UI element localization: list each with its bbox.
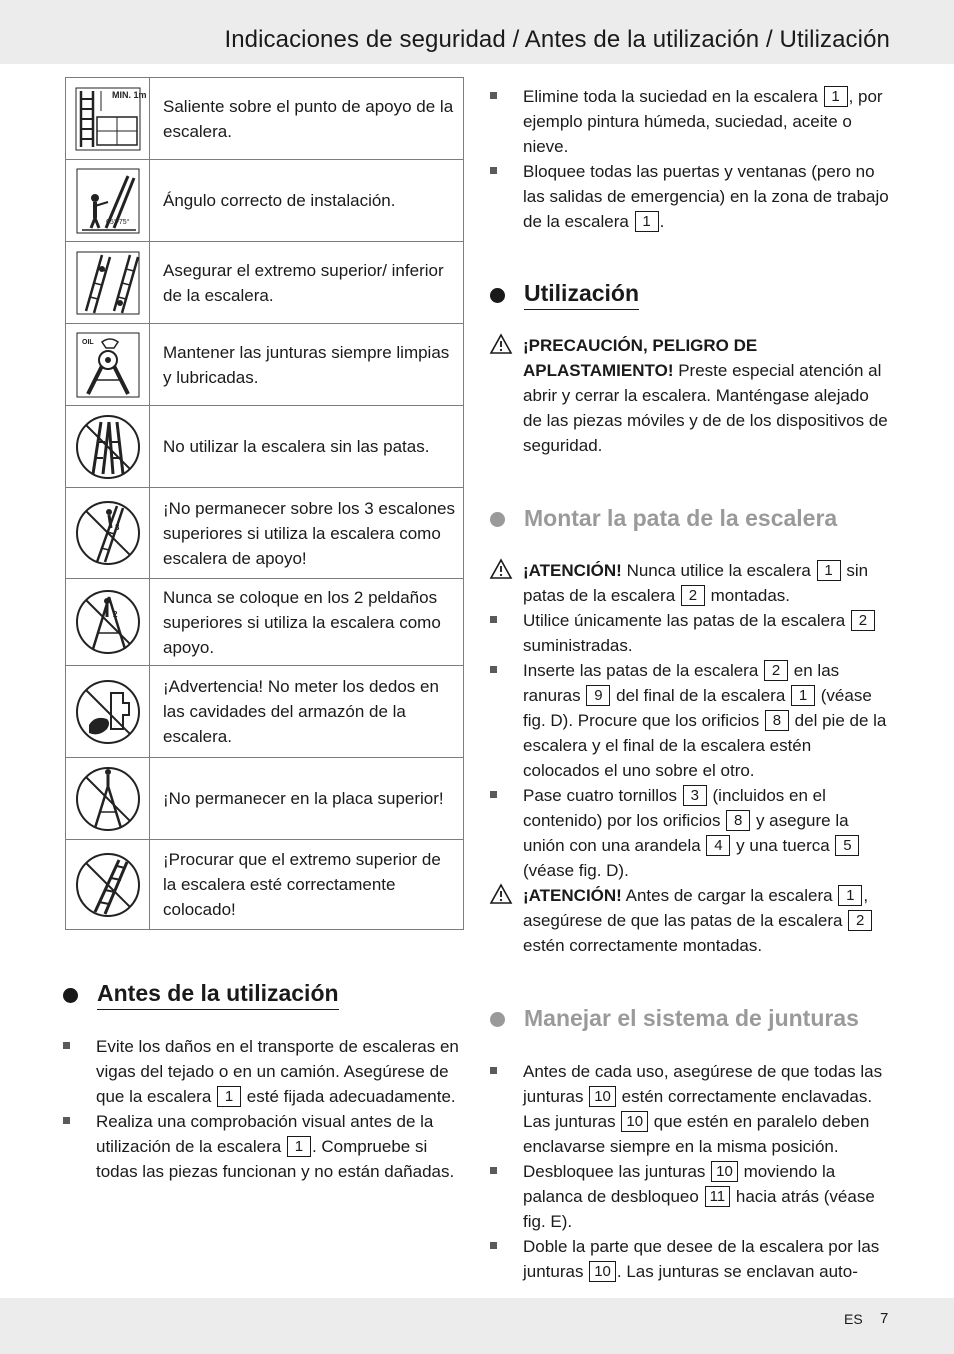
ref-number: 9 <box>586 685 610 706</box>
no-top-3-steps-icon <box>66 488 150 578</box>
section-title: Antes de la utilización <box>97 980 339 1010</box>
warning-triangle-icon <box>490 884 512 904</box>
section-title: Montar la pata de la escalera <box>524 505 838 531</box>
ref-number: 2 <box>848 910 872 931</box>
ref-number: 10 <box>711 1161 738 1182</box>
ref-number: 1 <box>817 560 841 581</box>
ref-number: 1 <box>635 211 659 232</box>
safety-row <box>66 579 463 666</box>
square-bullet-icon <box>490 666 497 673</box>
svg-text:3: 3 <box>114 523 119 532</box>
ref-number: 2 <box>851 610 875 631</box>
list-item: Evite los daños en el transporte de escaleras en vigas del tejado o en un camión. Asegúrese de que la escalera 1 esté fijada adecuadamente. <box>63 1034 463 1109</box>
bullet-dot-icon <box>490 288 505 303</box>
safety-row <box>66 78 463 160</box>
safety-table <box>65 77 464 930</box>
section-title: Manejar el sistema de junturas <box>524 1005 859 1031</box>
bullet-dot-icon <box>63 988 78 1003</box>
right-top-list <box>490 84 890 234</box>
safety-row <box>66 160 463 242</box>
utilizacion-warning <box>490 333 890 458</box>
ref-number: 1 <box>791 685 815 706</box>
top-end-placement-icon <box>66 840 150 929</box>
safety-text: Nunca se coloque en los 2 peldaños superiores si utiliza la escalera como apoyo. <box>163 587 441 657</box>
ref-number: 11 <box>705 1186 731 1207</box>
list-item: Desbloquee las junturas 10 moviendo la palanca de desbloqueo 11 hacia atrás (véase fig. E). <box>490 1159 890 1234</box>
ref-number: 8 <box>726 810 750 831</box>
ref-number: 4 <box>706 835 730 856</box>
ref-number: 8 <box>765 710 789 731</box>
section-heading-before-use <box>63 980 339 1010</box>
ref-number: 10 <box>589 1261 616 1282</box>
list-item: Pase cuatro tornillos 3 (incluidos en el contenido) por los orificios 8 y asegure la unión con una arandela 4 y una tuerca 5 (véase fig. D). <box>490 783 890 883</box>
section-heading-montar <box>490 505 837 534</box>
ref-number: 1 <box>824 86 848 107</box>
square-bullet-icon <box>490 167 497 174</box>
safety-text: ¡No permanecer sobre los 3 escalones superiores si utiliza la escalera como escalera de apoyo! <box>163 498 455 568</box>
safety-text: ¡No permanecer en la placa superior! <box>163 789 444 808</box>
ref-number: 1 <box>838 885 862 906</box>
montar-list <box>490 558 890 958</box>
no-fingers-in-frame-icon <box>66 666 150 757</box>
square-bullet-icon <box>63 1117 70 1124</box>
junturas-list <box>490 1059 890 1284</box>
ref-number: 2 <box>764 660 788 681</box>
safety-text: Saliente sobre el punto de apoyo de la escalera. <box>163 96 454 141</box>
list-item: Bloquee todas las puertas y ventanas (pero no las salidas de emergencia) en la zona de trabajo de la escalera 1 . <box>490 159 890 234</box>
safety-text: ¡Advertencia! No meter los dedos en las cavidades del armazón de la escalera. <box>163 677 439 746</box>
safety-text: ¡Procurar que el extremo superior de la escalera esté correctamente colocado! <box>163 850 441 919</box>
page-title: Indicaciones de seguridad / Antes de la utilización / Utilización <box>224 26 890 53</box>
square-bullet-icon <box>63 1042 70 1049</box>
section-heading-junturas <box>490 1005 859 1034</box>
svg-text:OIL: OIL <box>81 338 94 346</box>
safety-text: Asegurar el extremo superior/ inferior de la escalera. <box>163 260 444 305</box>
square-bullet-icon <box>490 791 497 798</box>
safety-row <box>66 324 463 406</box>
lubricate-joints-icon <box>66 324 150 405</box>
warning-block: ¡ATENCIÓN! Nunca utilice la escalera 1 sin patas de la escalera 2 montadas. <box>490 558 890 608</box>
no-top-2-steps-icon <box>66 579 150 665</box>
svg-text:65°-75°: 65°-75° <box>105 218 130 226</box>
ref-number: 10 <box>621 1111 648 1132</box>
list-item: Utilice únicamente las patas de la escalera 2 suministradas. <box>490 608 890 658</box>
angle-installation-icon <box>66 160 150 241</box>
bullet-dot-icon <box>490 1012 505 1027</box>
safety-text: Ángulo correcto de instalación. <box>163 191 396 210</box>
list-item: Doble la parte que desee de la escalera por las junturas 10 . Las junturas se enclavan auto- <box>490 1234 890 1284</box>
warning-triangle-icon <box>490 334 512 354</box>
safety-text: No utilizar la escalera sin las patas. <box>163 437 430 456</box>
bullet-dot-icon <box>490 512 505 527</box>
safety-row <box>66 840 463 929</box>
ref-number: 3 <box>683 785 707 806</box>
list-item: Inserte las patas de la escalera 2 en las ranuras 9 del final de la escalera 1 (véase fig. D). Procure que los orificios 8 del pie de la escalera y el final de la escalera estén colocados el uno sobre el otro. <box>490 658 890 783</box>
page-number: 7 <box>880 1310 889 1327</box>
square-bullet-icon <box>490 1167 497 1174</box>
language-code: ES <box>844 1311 863 1327</box>
svg-text:2: 2 <box>112 610 117 619</box>
safety-row <box>66 406 463 488</box>
svg-text:MIN. 1m: MIN. 1m <box>111 89 147 100</box>
safety-row <box>66 488 463 579</box>
warning-triangle-icon <box>490 559 512 579</box>
ref-number: 1 <box>217 1086 241 1107</box>
square-bullet-icon <box>490 616 497 623</box>
list-item: Realiza una comprobación visual antes de la utilización de la escalera 1 . Compruebe si todas las piezas funcionan y no están dañadas. <box>63 1109 463 1184</box>
list-item: Antes de cada uso, asegúrese de que todas las junturas 10 estén correctamente enclavadas. Las junturas 10 que estén en paralelo deben enclavarse siempre en la misma posición. <box>490 1059 890 1159</box>
min-1m-ladder-icon <box>66 78 150 159</box>
no-standing-top-plate-icon <box>66 758 150 839</box>
list-item: Elimine toda la suciedad en la escalera 1 , por ejemplo pintura húmeda, suciedad, aceite o nieve. <box>490 84 890 159</box>
secure-ladder-ends-icon <box>66 242 150 323</box>
safety-row <box>66 242 463 324</box>
ref-number: 5 <box>835 835 859 856</box>
square-bullet-icon <box>490 92 497 99</box>
page-footer <box>0 1298 954 1354</box>
square-bullet-icon <box>490 1242 497 1249</box>
safety-row <box>66 758 463 840</box>
ref-number: 1 <box>287 1136 311 1157</box>
no-ladder-without-feet-icon <box>66 406 150 487</box>
square-bullet-icon <box>490 1067 497 1074</box>
warning-block: ¡ATENCIÓN! Antes de cargar la escalera 1 , asegúrese de que las patas de la escalera 2 estén correctamente montadas. <box>490 883 890 958</box>
page-header <box>0 0 954 64</box>
warning-block: ¡PRECAUCIÓN, PELIGRO DE APLASTAMIENTO! Preste especial atención al abrir y cerrar la escalera. Manténgase alejado de las piezas móviles y de de los dispositivos de seguridad. <box>490 333 890 458</box>
before-use-list <box>63 1034 463 1184</box>
safety-text: Mantener las junturas siempre limpias y lubricadas. <box>163 342 450 387</box>
safety-row <box>66 666 463 758</box>
ref-number: 10 <box>589 1086 616 1107</box>
section-title: Utilización <box>524 280 639 310</box>
ref-number: 2 <box>681 585 705 606</box>
section-heading-utilizacion <box>490 280 639 310</box>
